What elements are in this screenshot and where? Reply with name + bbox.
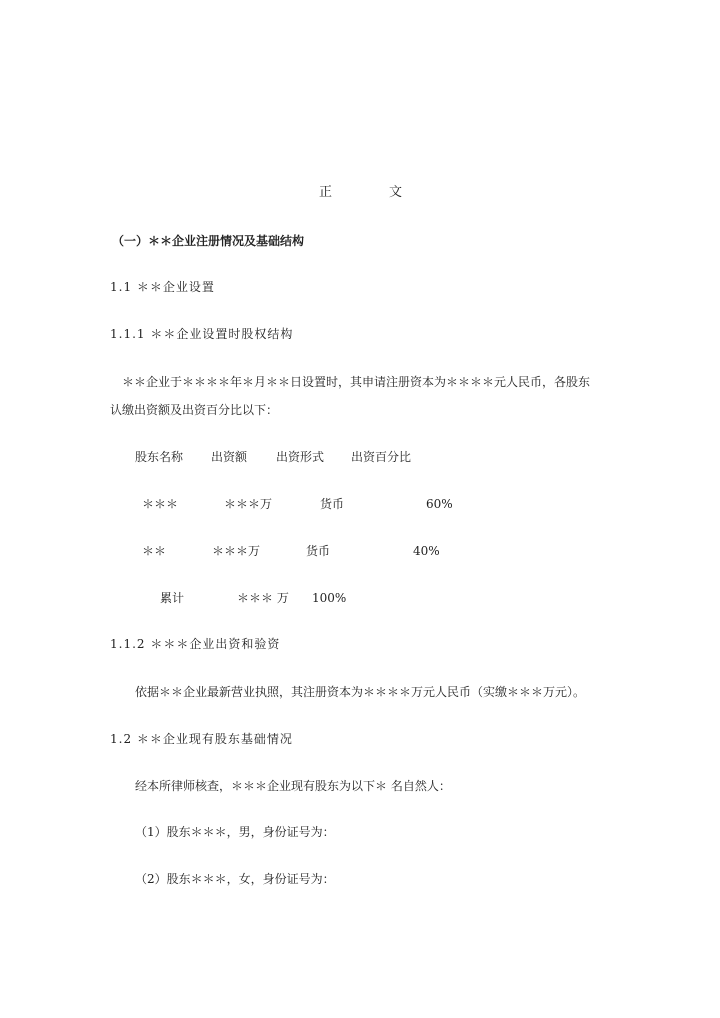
- subsection-heading-1-1-2: 1.1.2 ＊＊＊企业出资和验资: [110, 637, 281, 651]
- table-cell: ＊＊＊万: [224, 497, 273, 511]
- table-header-percent: 出资百分比: [351, 450, 412, 464]
- paragraph-line: 认缴出资额及出资百分比以下：: [110, 403, 279, 417]
- table-cell: 60%: [426, 497, 453, 511]
- table-cell: ＊＊＊ 万: [237, 591, 289, 605]
- subsection-heading-1-1: 1.1 ＊＊企业设置: [110, 280, 215, 294]
- table-cell: 货币: [320, 497, 345, 511]
- title-char-right: 文: [389, 185, 403, 200]
- table-cell: 累计: [160, 591, 185, 605]
- list-item: （2）股东＊＊＊，女，身份证号为：: [135, 872, 335, 886]
- paragraph: 经本所律师核查，＊＊＊企业现有股东为以下＊ 名自然人：: [135, 779, 451, 793]
- table-cell: ＊＊: [142, 544, 167, 558]
- paragraph-line: ＊＊企业于＊＊＊＊年＊月＊＊日设置时，其申请注册资本为＊＊＊＊元人民币，各股东: [122, 375, 591, 389]
- subsection-heading-1-2: 1.2 ＊＊企业现有股东基础情况: [110, 732, 293, 746]
- title-char-left: 正: [319, 185, 333, 200]
- table-header-form: 出资形式: [276, 450, 325, 464]
- paragraph: 依据＊＊企业最新营业执照，其注册资本为＊＊＊＊万元人民币（实缴＊＊＊万元）。: [135, 685, 586, 699]
- section-heading: （一）＊＊企业注册情况及基础结构: [112, 234, 305, 248]
- table-header-amount: 出资额: [211, 450, 248, 464]
- list-item: （1）股东＊＊＊，男，身份证号为：: [135, 825, 335, 839]
- table-cell: 100%: [312, 591, 347, 605]
- table-header-name: 股东名称: [135, 450, 184, 464]
- table-cell: 货币: [306, 544, 331, 558]
- subsection-heading-1-1-1: 1.1.1 ＊＊企业设置时股权结构: [110, 327, 294, 341]
- table-cell: ＊＊＊: [142, 497, 179, 511]
- table-cell: ＊＊＊万: [212, 544, 261, 558]
- table-cell: 40%: [413, 544, 440, 558]
